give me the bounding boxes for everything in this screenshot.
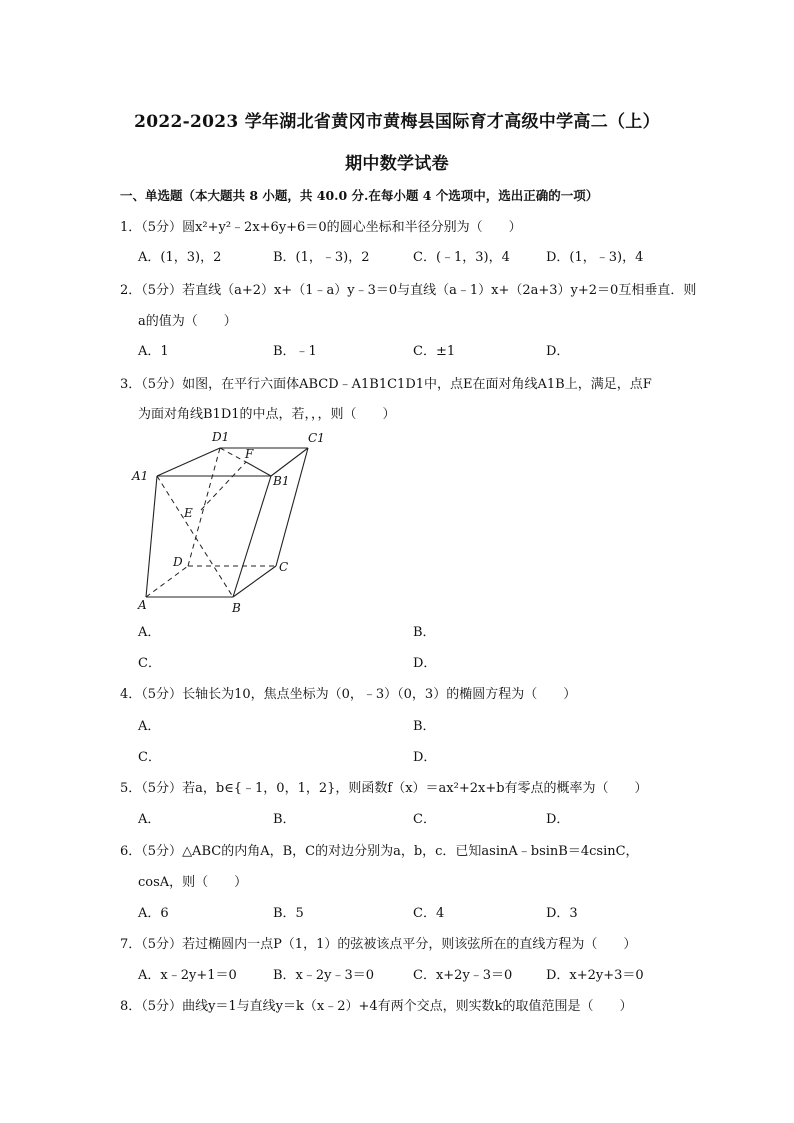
question-3-cont: 为面对角线B1D1的中点，若，，，则（ ） bbox=[138, 407, 396, 422]
hidden-edge-a-d bbox=[146, 566, 188, 597]
q5-option-c: C． bbox=[413, 812, 436, 827]
exam-subtitle: 期中数学试卷 bbox=[345, 154, 449, 174]
q2-option-b: B．﹣1 bbox=[273, 344, 317, 359]
q3-option-c: C． bbox=[138, 656, 161, 671]
label-c1: C1 bbox=[308, 431, 325, 445]
label-d: D bbox=[173, 555, 183, 569]
exam-title: 2022-2023 学年湖北省黄冈市黄梅县国际育才高级中学高二（上） bbox=[134, 112, 660, 132]
edge-a-a1 bbox=[146, 476, 157, 597]
label-f: F bbox=[245, 447, 254, 461]
label-b1: B1 bbox=[273, 474, 290, 488]
edge-c1-b1 bbox=[271, 448, 308, 476]
label-c: C bbox=[279, 560, 289, 574]
question-2: 2．（5分）若直线（a+2）x+（1﹣a）y﹣3＝0与直线（a﹣1）x+（2a+3）y+2＝0互相垂直．则 bbox=[120, 283, 697, 298]
edge-a1-d1 bbox=[157, 448, 220, 476]
q5-option-b: B． bbox=[273, 812, 296, 827]
label-b: B bbox=[232, 601, 241, 615]
q3-option-b: B． bbox=[413, 625, 436, 640]
question-4: 4．（5分）长轴长为10，焦点坐标为（0，﹣3）（0，3）的椭圆方程为（ ） bbox=[120, 687, 577, 702]
q4-option-c: C． bbox=[138, 750, 161, 765]
q2-option-a: A．1 bbox=[138, 344, 169, 359]
q4-option-a: A． bbox=[138, 719, 161, 734]
question-1: 1．（5分）圆x²+y²﹣2x+6y+6＝0的圆心坐标和半径分别为（ ） bbox=[120, 220, 522, 235]
diagonal-a1-b bbox=[157, 476, 233, 597]
label-d1: D1 bbox=[212, 430, 230, 444]
q4-option-d: D． bbox=[413, 750, 437, 765]
question-5: 5．（5分）若a，b∈{﹣1，0，1，2}，则函数f（x）＝ax²+2x+b有零点的概率为（ ） bbox=[120, 781, 648, 796]
q1-option-c: C．(﹣1，3)，4 bbox=[413, 250, 510, 265]
edge-b-c bbox=[233, 566, 276, 597]
segment-f-b1 bbox=[246, 462, 271, 476]
q3-option-a: A． bbox=[138, 625, 161, 640]
edge-c-c1 bbox=[276, 448, 308, 566]
question-3: 3．（5分）如图，在平行六面体ABCD﹣A1B1C1D1中，点E在面对角线A1B上，满足，点F bbox=[120, 377, 652, 392]
label-e: E bbox=[184, 506, 193, 520]
q3-option-d: D． bbox=[413, 656, 437, 671]
section-heading: 一、单选题（本大题共 8 小题，共 40.0 分.在每小题 4 个选项中，选出正确的一项） bbox=[120, 188, 599, 203]
edge-b-b1 bbox=[233, 476, 271, 597]
label-a: A bbox=[138, 598, 147, 612]
label-a1: A1 bbox=[132, 469, 149, 483]
question-6-cont: cosA，则（ ） bbox=[138, 875, 248, 890]
question-8: 8．（5分）曲线y＝1与直线y＝k（x﹣2）+4有两个交点，则实数k的取值范围是（ ） bbox=[120, 999, 633, 1014]
q2-option-c: C．±1 bbox=[413, 344, 456, 359]
question-2-cont: a的值为（ ） bbox=[138, 314, 237, 329]
q7-option-c: C．x+2y﹣3＝0 bbox=[413, 968, 513, 983]
q1-option-b: B．(1，﹣3)，2 bbox=[273, 250, 370, 265]
question-7: 7．（5分）若过椭圆内一点P（1，1）的弦被该点平分，则该弦所在的直线方程为（ ） bbox=[120, 937, 637, 952]
q7-option-b: B．x﹣2y﹣3＝0 bbox=[273, 968, 375, 983]
q4-option-b: B． bbox=[413, 719, 436, 734]
q2-option-d: D． bbox=[546, 344, 570, 359]
q7-option-d: D．x+2y+3＝0 bbox=[546, 968, 644, 983]
q5-option-d: D． bbox=[546, 812, 570, 827]
q6-option-b: B．5 bbox=[273, 906, 304, 921]
q7-option-a: A．x﹣2y+1＝0 bbox=[138, 968, 237, 983]
q1-option-d: D．(1，﹣3)，4 bbox=[546, 250, 644, 265]
segment-d1-f bbox=[220, 448, 246, 462]
q5-option-a: A． bbox=[138, 812, 161, 827]
parallelepiped-figure bbox=[128, 428, 325, 618]
q6-option-d: D．3 bbox=[546, 906, 578, 921]
q6-option-a: A．6 bbox=[138, 906, 169, 921]
q1-option-a: A．(1，3)，2 bbox=[138, 250, 222, 265]
q6-option-c: C．4 bbox=[413, 906, 445, 921]
question-6: 6．（5分）△ABC的内角A，B，C的对边分别为a，b，c．已知asinA﹣bsinB＝4csinC， bbox=[120, 844, 639, 859]
segment-e-f bbox=[201, 462, 246, 510]
